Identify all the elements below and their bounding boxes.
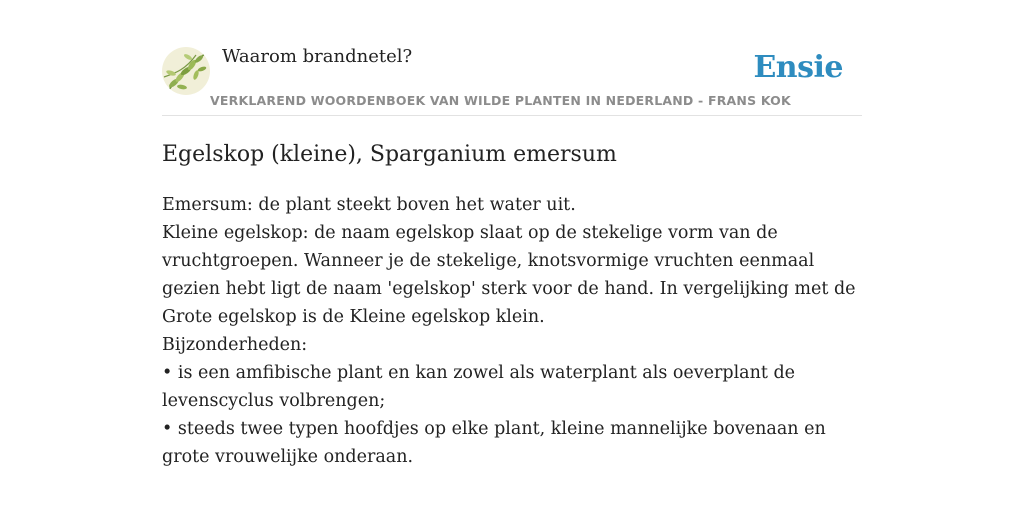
plant-illustration-icon (162, 47, 210, 95)
header (162, 44, 862, 116)
brand-logo[interactable]: Ensie (753, 50, 843, 85)
entry-line: Bijzonderheden: (162, 335, 308, 355)
entry-line: • steeds twee typen hoofdjes op elke plant, kleine mannelijke bovenaan en grote vrouwelijke onderaan. (162, 419, 826, 467)
entry-line: • is een amfibische plant en kan zowel als waterplant als oeverplant de levenscyclus volbrengen; (162, 363, 796, 411)
entry-body (162, 191, 862, 471)
site-logo[interactable] (162, 47, 210, 95)
dictionary-subtitle[interactable]: VERKLAREND WOORDENBOEK VAN WILDE PLANTEN IN NEDERLAND - FRANS KOK (210, 93, 791, 108)
site-name[interactable]: Waarom brandnetel? (222, 46, 413, 67)
entry-line: Emersum: de plant steekt boven het water uit. (162, 195, 576, 215)
entry-line: Kleine egelskop: de naam egelskop slaat op de stekelige vorm van de vruchtgroepen. Wanneer je de stekelige, knotsvormige vruchten eenmaal gezien hebt ligt de naam 'egelskop' sterk voor de hand. In vergelijking met de Grote egelskop is de Kleine egelskop klein. (162, 223, 856, 327)
entry-title: Egelskop (kleine), Sparganium emersum (162, 142, 617, 167)
entry-card (162, 44, 862, 471)
